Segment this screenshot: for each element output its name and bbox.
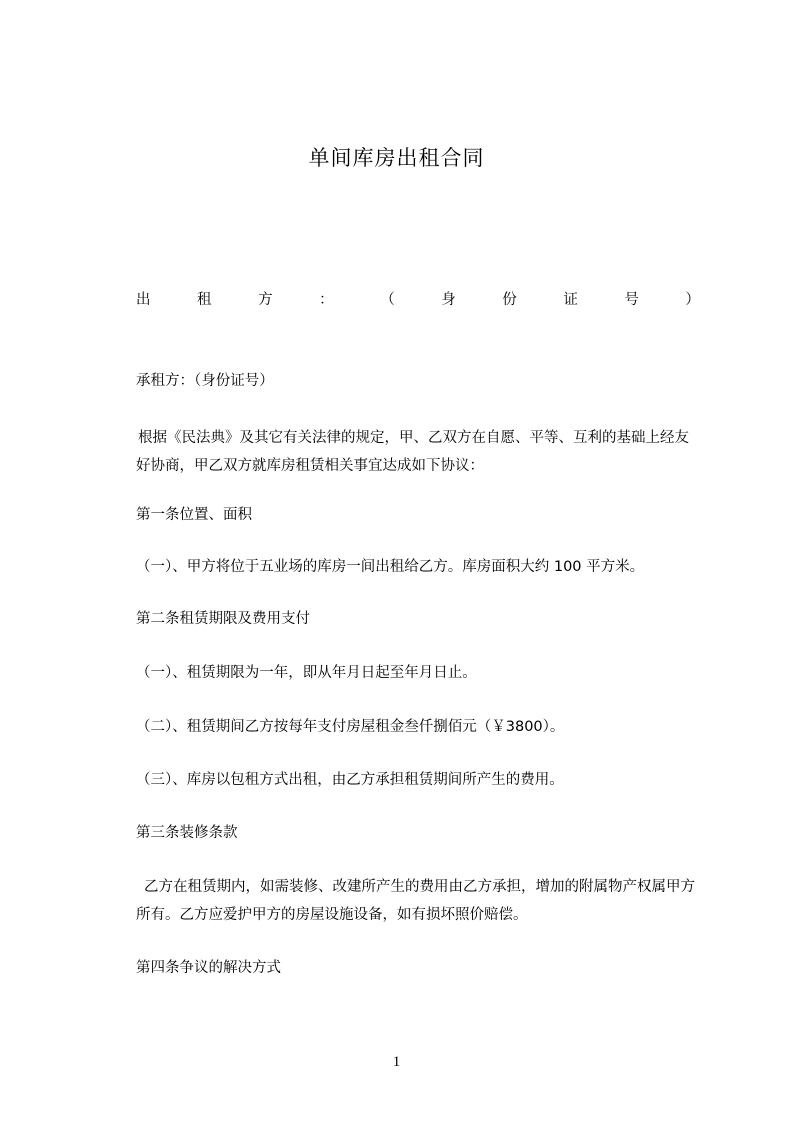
lessor-char: 号 <box>624 292 639 308</box>
article-3-heading: 第三条装修条款 <box>136 825 238 841</box>
lessor-char: 份 <box>502 292 517 308</box>
lessor-char: 方 <box>258 292 273 308</box>
page-number: 1 <box>392 1054 401 1070</box>
lessee-line: 承租方：（身份证号） <box>136 373 274 389</box>
lessor-char: 租 <box>197 292 212 308</box>
article-3-paragraph: 乙方在租赁期内，如需装修、改建所产生的费用由乙方承担，增加的附属物产权属甲方所有。乙方应爱护甲方的房屋设施设备，如有损坏照价赔偿。 <box>136 879 695 923</box>
document-title: 单间库房出租合同 <box>308 146 485 170</box>
article-2-item-1: （一）、租赁期限为一年，即从年月日起至年月日止。 <box>136 665 477 681</box>
article-1-heading: 第一条位置、面积 <box>136 507 252 523</box>
article-2-item-2: （二）、租赁期间乙方按每年支付房屋租金叁仟捌佰元（￥3800）。 <box>136 719 565 735</box>
lessor-char: （ <box>380 292 395 308</box>
article-2-item-3: （三）、库房以包租方式出租，由乙方承担租赁期间所产生的费用。 <box>136 772 564 788</box>
lessor-char: ： <box>319 292 334 308</box>
lessor-char: 证 <box>563 292 578 308</box>
lessor-char: 身 <box>441 292 456 308</box>
article-2-heading: 第二条租赁期限及费用支付 <box>136 611 310 627</box>
lessor-line <box>136 288 700 309</box>
lessor-char: 出 <box>136 292 151 308</box>
article-1-item-1: （一）、甲方将位于五业场的库房一间出租给乙方。库房面积大约 100 平方米。 <box>136 559 645 575</box>
article-4-heading: 第四条争议的解决方式 <box>136 960 281 976</box>
intro-paragraph: 根据《民法典》及其它有关法律的规定，甲、乙双方在自愿、平等、互利的基础上经友好协商，甲乙双方就库房租赁相关事宜达成如下协议： <box>136 430 689 474</box>
lessor-char: ） <box>685 292 700 308</box>
